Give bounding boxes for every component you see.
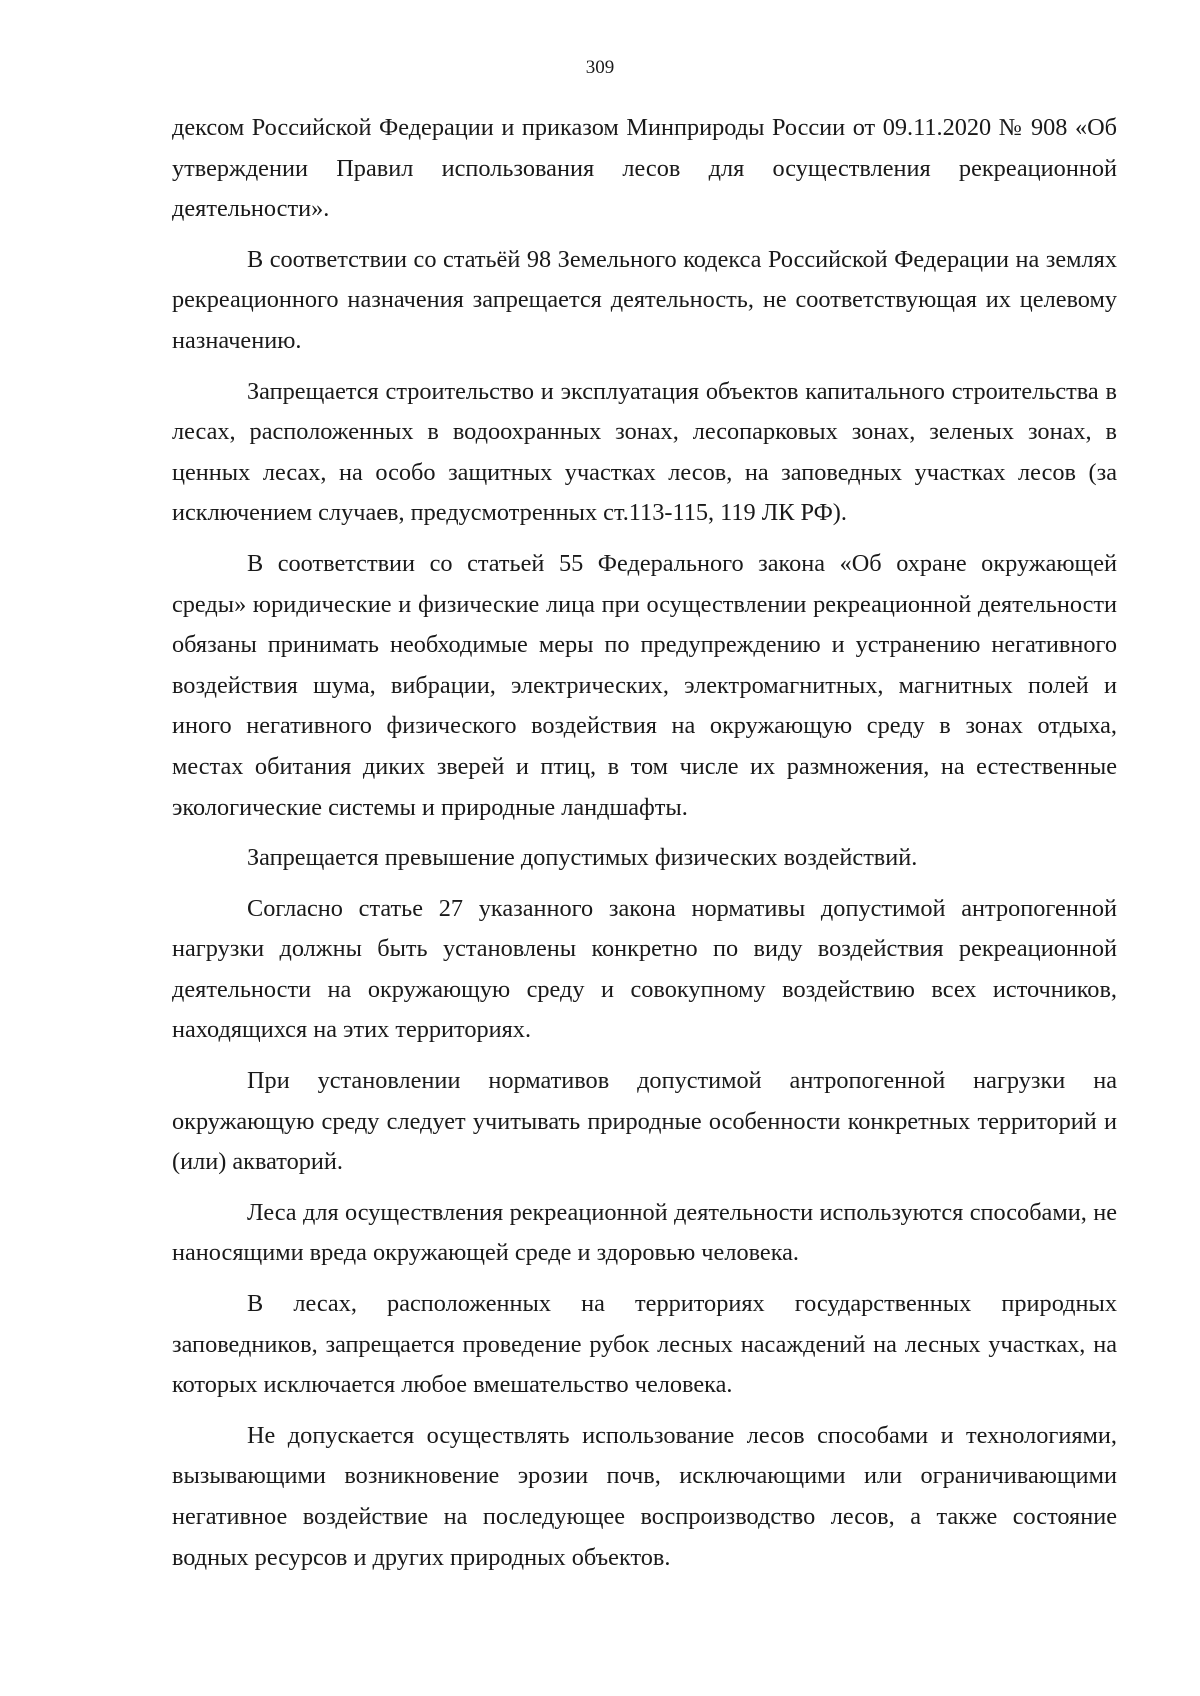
paragraph-6: Согласно статье 27 указанного закона нормативы допустимой антропогенной нагрузки должны быть установлены конкретно по виду воздействия рекреационной деятельности на окружающую среду и совокупному воздействию всех источников, находящихся на этих территориях.: [172, 894, 1117, 1044]
paragraph-9: В лесах, расположенных на территориях государственных природных заповедников, запрещается проведение рубок лесных насаждений на лесных участках, на которых исключается любое вмешательство человека.: [172, 1290, 1117, 1399]
paragraph-7: При установлении нормативов допустимой антропогенной нагрузки на окружающую среду следует учитывать природные особенности конкретных территорий и (или) акваторий.: [172, 1067, 1117, 1176]
paragraph-1: дексом Российской Федерации и приказом Минприроды России от 09.11.2020 № 908 «Об утверждении Правил использования лесов для осуществления рекреационной деятельности».: [172, 114, 1117, 223]
page-number: 309: [585, 57, 615, 78]
document-body: [172, 108, 1117, 1578]
paragraph-10: Не допускается осуществлять использование лесов способами и технологиями, вызывающими возникновение эрозии почв, исключающими или ограничивающими негативное воздействие на последующее воспроизводство лесов, а также состояние водных ресурсов и других природных объектов.: [172, 1421, 1117, 1571]
paragraph-2: В соответствии со статьёй 98 Земельного кодекса Российской Федерации на землях рекреационного назначения запрещается деятельность, не соответствующая их целевому назначению.: [172, 245, 1117, 354]
paragraph-5: Запрещается превышение допустимых физических воздействий.: [247, 844, 918, 872]
paragraph-3: Запрещается строительство и эксплуатация объектов капитального строительства в лесах, расположенных в водоохранных зонах, лесопарковых зонах, зеленых зонах, в ценных лесах, на особо защитных участках лесов, на заповедных участках лесов (за исключением случаев, предусмотренных ст.113-115, 119 ЛК РФ).: [172, 377, 1117, 527]
paragraph-4: В соответствии со статьей 55 Федерального закона «Об охране окружающей среды» юридические и физические лица при осуществлении рекреационной деятельности обязаны принимать необходимые меры по предупреждению и устранению негативного воздействия шума, вибрации, электрических, электромагнитных, магнитных полей и иного негативного физического воздействия на окружающую среду в зонах отдыха, местах обитания диких зверей и птиц, в том числе их размножения, на естественные экологические системы и природные ландшафты.: [172, 549, 1117, 821]
paragraph-8: Леса для осуществления рекреационной деятельности используются способами, не наносящими вреда окружающей среде и здоровью человека.: [172, 1198, 1117, 1267]
